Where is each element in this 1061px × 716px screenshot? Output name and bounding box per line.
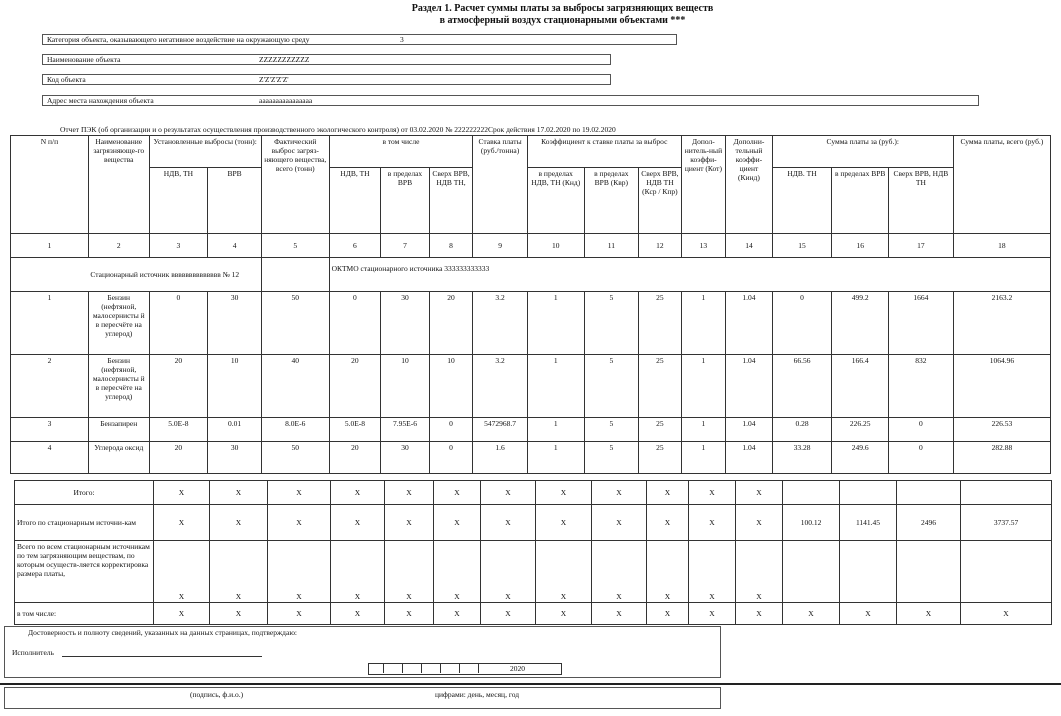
row1-c17: 1664 — [889, 292, 954, 355]
col-number: 11 — [584, 234, 639, 258]
incl-cell: X — [592, 603, 647, 625]
hdr-c1517: Сумма платы за (руб.): — [772, 136, 953, 168]
row1-c11: 5 — [584, 292, 639, 355]
col-number: 6 — [329, 234, 381, 258]
date-cell-divider — [459, 663, 479, 673]
all-cell: X — [210, 541, 268, 603]
object-name-field — [42, 54, 611, 65]
itogo-cell: X — [481, 481, 536, 505]
itogo-cell — [961, 481, 1052, 505]
all-cell: X — [385, 541, 434, 603]
title-line-1: Раздел 1. Расчет суммы платы за выбросы загрязняющих веществ — [411, 3, 714, 14]
row3-c15: 0.28 — [772, 418, 832, 442]
itogo-cell: X — [689, 481, 736, 505]
hdr-c15: НДВ. ТН — [772, 168, 832, 234]
row2-c11: 5 — [584, 355, 639, 418]
row4-c6: 20 — [329, 442, 381, 474]
all-cell: X — [647, 541, 689, 603]
table-row — [11, 355, 1051, 418]
hdr-c10: в пределах НДВ, ТН (Кнд) — [527, 168, 584, 234]
hdr-c11: в пределах ВРВ (Квр) — [584, 168, 639, 234]
stat-cell: X — [536, 505, 592, 541]
stat-cell: X — [331, 505, 385, 541]
all-cell — [961, 541, 1052, 603]
row3-c17: 0 — [889, 418, 954, 442]
totals-table — [14, 480, 1052, 625]
itogo-cell: X — [385, 481, 434, 505]
row1-c5: 50 — [261, 292, 329, 355]
incl-row — [15, 603, 1052, 625]
row4-c7: 30 — [381, 442, 430, 474]
stat-cell: X — [481, 505, 536, 541]
stat-cell: X — [434, 505, 481, 541]
row3-c10: 1 — [527, 418, 584, 442]
hdr-c6: НДВ, ТН — [329, 168, 381, 234]
row4-c2: Углерода оксид — [88, 442, 149, 474]
row3-c13: 1 — [681, 418, 726, 442]
col-number: 14 — [726, 234, 773, 258]
address-field — [42, 95, 979, 106]
row2-c7: 10 — [381, 355, 430, 418]
incl-cell: X — [647, 603, 689, 625]
row3-c12: 25 — [639, 418, 682, 442]
itogo-cell: X — [647, 481, 689, 505]
row3-c14: 1.04 — [726, 418, 773, 442]
all-cell: X — [689, 541, 736, 603]
col-number: 2 — [88, 234, 149, 258]
all-cell: X — [481, 541, 536, 603]
stat-cell: X — [154, 505, 210, 541]
address-label: Адрес места нахождения объекта — [47, 96, 154, 105]
table-row — [11, 418, 1051, 442]
executor-signature-line[interactable] — [62, 656, 262, 657]
all-cell: X — [434, 541, 481, 603]
stat-cell: 1141.45 — [840, 505, 897, 541]
stat-cell: X — [647, 505, 689, 541]
stat-row — [15, 505, 1052, 541]
row1-c18: 2163.2 — [953, 292, 1050, 355]
hdr-c9: Ставка платы (руб./тонна) — [473, 136, 528, 234]
incl-cell: X — [689, 603, 736, 625]
all-cell: X — [736, 541, 783, 603]
stat-cell: X — [592, 505, 647, 541]
signature-box — [4, 687, 721, 709]
hdr-c12: Сверх ВРВ, НДВ ТН (Кср / Кпр) — [639, 168, 682, 234]
all-cell: X — [268, 541, 331, 603]
row4-c3: 20 — [149, 442, 208, 474]
executor-label: Исполнитель — [12, 648, 54, 657]
incl-cell: X — [268, 603, 331, 625]
row4-c5: 50 — [261, 442, 329, 474]
itogo-cell: X — [268, 481, 331, 505]
hdr-c18: Сумма платы, всего (руб.) — [953, 136, 1050, 234]
all-cell: X — [536, 541, 592, 603]
section-title — [340, 3, 785, 27]
source-label: Стационарный источник вввввввввввввв № 12 — [88, 258, 261, 292]
date-cell-divider — [402, 663, 422, 673]
row2-c6: 20 — [329, 355, 381, 418]
hdr-c17: Сверх ВРВ, НДВ ТН — [889, 168, 954, 234]
row4-c15: 33.28 — [772, 442, 832, 474]
all-cell — [783, 541, 840, 603]
main-table — [10, 135, 1051, 474]
row2-c17: 832 — [889, 355, 954, 418]
col-number: 13 — [681, 234, 726, 258]
row4-c9: 1.6 — [473, 442, 528, 474]
incl-cell: X — [840, 603, 897, 625]
row1-c10: 1 — [527, 292, 584, 355]
row2-c4: 10 — [208, 355, 262, 418]
row1-c16: 499.2 — [832, 292, 889, 355]
hdr-c678: в том числе — [329, 136, 473, 168]
date-cell-divider — [383, 663, 403, 673]
stat-cell: X — [210, 505, 268, 541]
object-code-value: Z'Z'Z'Z'Z' — [259, 75, 289, 84]
date-cell-divider — [368, 663, 384, 673]
address-value: аааааааааааааааа — [259, 96, 313, 105]
row4-c12: 25 — [639, 442, 682, 474]
row3-c3: 5.0E-8 — [149, 418, 208, 442]
row1-c6: 0 — [329, 292, 381, 355]
row1-c4: 30 — [208, 292, 262, 355]
date-cell-divider — [421, 663, 441, 673]
all-row — [15, 541, 1052, 603]
stat-label: Итого по стационарным источни-кам — [15, 505, 154, 541]
row4-c18: 282.88 — [953, 442, 1050, 474]
col-number: 5 — [261, 234, 329, 258]
incl-cell: X — [385, 603, 434, 625]
stat-cell: 100.12 — [783, 505, 840, 541]
row1-c1: 1 — [11, 292, 89, 355]
row2-c8: 10 — [429, 355, 473, 418]
hdr-c16: в пределах ВРВ — [832, 168, 889, 234]
itogo-label: Итого: — [15, 481, 154, 505]
all-cell: X — [331, 541, 385, 603]
incl-cell: X — [210, 603, 268, 625]
row1-c12: 25 — [639, 292, 682, 355]
itogo-cell — [840, 481, 897, 505]
row2-c18: 1064.96 — [953, 355, 1050, 418]
row2-c12: 25 — [639, 355, 682, 418]
row3-c8: 0 — [429, 418, 473, 442]
hdr-c3: НДВ, ТН — [149, 168, 208, 234]
col-number: 18 — [953, 234, 1050, 258]
source-oktmo: ОКТМО стационарного источника 333333333333 — [329, 258, 1050, 292]
row4-c17: 0 — [889, 442, 954, 474]
category-field — [42, 34, 677, 45]
hdr-c5: Фактический выброс загряз-няющего вещества, всего (тонн) — [261, 136, 329, 234]
row4-c14: 1.04 — [726, 442, 773, 474]
column-number-row — [11, 234, 1051, 258]
all-cell — [897, 541, 961, 603]
row4-c13: 1 — [681, 442, 726, 474]
row2-c3: 20 — [149, 355, 208, 418]
row1-c8: 20 — [429, 292, 473, 355]
certification-text: Достоверность и полноту сведений, указанных на данных страницах, подтверждаю: — [28, 628, 298, 637]
row1-c9: 3.2 — [473, 292, 528, 355]
incl-cell: X — [481, 603, 536, 625]
object-name-value: ZZZZZZZZZZZ — [259, 55, 310, 64]
incl-cell: X — [536, 603, 592, 625]
incl-cell: X — [154, 603, 210, 625]
row3-c4: 0.01 — [208, 418, 262, 442]
signature-caption: (подпись, ф.и.о.) — [190, 690, 244, 699]
col-number: 12 — [639, 234, 682, 258]
incl-cell: X — [331, 603, 385, 625]
incl-cell: X — [897, 603, 961, 625]
itogo-cell: X — [331, 481, 385, 505]
date-cell-divider — [440, 663, 460, 673]
report-line: Отчет ПЭК (об организации и о результатах осуществления производственного экологического контроля) от 03.02.2020 № 222222222Срок действия 17.02.2020 по 19.02.2020 — [60, 125, 616, 134]
row1-c2: Бензин (нефтяной, малосернисты й в пересчёте на углерод) — [88, 292, 149, 355]
all-label: Всего по всем стационарным источникам по тем загрязняющим веществам, по которым осуществ-ляется корректировка размера платы, — [15, 541, 154, 603]
row2-c5: 40 — [261, 355, 329, 418]
source-row — [11, 258, 1051, 292]
row1-c3: 0 — [149, 292, 208, 355]
incl-cell: X — [783, 603, 840, 625]
row3-c2: Бензапирен — [88, 418, 149, 442]
row2-c9: 3.2 — [473, 355, 528, 418]
itogo-cell: X — [536, 481, 592, 505]
col-number: 15 — [772, 234, 832, 258]
hdr-c2: Наименование загрязняюще-го вещества — [88, 136, 149, 234]
col-number: 17 — [889, 234, 954, 258]
row2-c13: 1 — [681, 355, 726, 418]
hdr-c14: Дополни-тельный коэффи-циент (Кинд) — [726, 136, 773, 234]
hdr-c8: Сверх ВРВ, НДВ ТН, — [429, 168, 473, 234]
itogo-cell — [783, 481, 840, 505]
stat-cell: X — [689, 505, 736, 541]
incl-cell: X — [736, 603, 783, 625]
col-number: 16 — [832, 234, 889, 258]
row4-c16: 249.6 — [832, 442, 889, 474]
col-number: 9 — [473, 234, 528, 258]
row3-c16: 226.25 — [832, 418, 889, 442]
col-number: 10 — [527, 234, 584, 258]
row2-c15: 66.56 — [772, 355, 832, 418]
all-cell — [840, 541, 897, 603]
category-label: Категория объекта, оказывающего негативное воздействие на окружающую среду — [47, 35, 310, 44]
row2-c10: 1 — [527, 355, 584, 418]
all-cell: X — [154, 541, 210, 603]
incl-cell: X — [961, 603, 1052, 625]
itogo-row — [15, 481, 1052, 505]
row3-c5: 8.0E-6 — [261, 418, 329, 442]
row3-c6: 5.0E-8 — [329, 418, 381, 442]
row4-c4: 30 — [208, 442, 262, 474]
row1-c13: 1 — [681, 292, 726, 355]
category-value: 3 — [400, 35, 404, 44]
itogo-cell: X — [736, 481, 783, 505]
row2-c16: 166.4 — [832, 355, 889, 418]
itogo-cell: X — [434, 481, 481, 505]
row4-c1: 4 — [11, 442, 89, 474]
hdr-c1012: Коэффициент к ставке платы за выброс — [527, 136, 681, 168]
row1-c14: 1.04 — [726, 292, 773, 355]
stat-cell: X — [736, 505, 783, 541]
stat-cell: X — [268, 505, 331, 541]
col-number: 8 — [429, 234, 473, 258]
all-cell: X — [592, 541, 647, 603]
hdr-c7: в пределах ВРВ — [381, 168, 430, 234]
stat-cell: 3737.57 — [961, 505, 1052, 541]
row2-c14: 1.04 — [726, 355, 773, 418]
col-number: 4 — [208, 234, 262, 258]
row3-c11: 5 — [584, 418, 639, 442]
col-number: 3 — [149, 234, 208, 258]
row1-c15: 0 — [772, 292, 832, 355]
row1-c7: 30 — [381, 292, 430, 355]
hdr-c13: Допол-нитель-ный коэффи-циент (Кот) — [681, 136, 726, 234]
object-code-field — [42, 74, 611, 85]
itogo-cell — [897, 481, 961, 505]
stat-cell: X — [385, 505, 434, 541]
table-row — [11, 442, 1051, 474]
title-line-2: в атмосферный воздух стационарными объектами *** — [439, 15, 686, 26]
table-row — [11, 292, 1051, 355]
row2-c1: 2 — [11, 355, 89, 418]
object-name-label: Наименование объекта — [47, 55, 121, 64]
col-number: 1 — [11, 234, 89, 258]
row3-c9: 5472968.7 — [473, 418, 528, 442]
hdr-c4: ВРВ — [208, 168, 262, 234]
itogo-cell: X — [210, 481, 268, 505]
itogo-cell: X — [154, 481, 210, 505]
itogo-cell: X — [592, 481, 647, 505]
row4-c8: 0 — [429, 442, 473, 474]
incl-cell: X — [434, 603, 481, 625]
hdr-c34: Установленные выбросы (тонн): — [149, 136, 261, 168]
row3-c18: 226.53 — [953, 418, 1050, 442]
object-code-label: Код объекта — [47, 75, 86, 84]
stat-cell: 2496 — [897, 505, 961, 541]
row3-c1: 3 — [11, 418, 89, 442]
row2-c2: Бензин (нефтяной, малосернисты й в пересчёте на углерод) — [88, 355, 149, 418]
date-caption: цифрами: день, месяц, год — [435, 690, 520, 699]
row4-c10: 1 — [527, 442, 584, 474]
hdr-c1: N п/п — [11, 136, 89, 234]
date-year: 2020 — [510, 664, 525, 673]
col-number: 7 — [381, 234, 430, 258]
row4-c11: 5 — [584, 442, 639, 474]
row3-c7: 7.95E-6 — [381, 418, 430, 442]
divider — [0, 683, 1061, 685]
incl-label: в том числе: — [15, 603, 154, 625]
